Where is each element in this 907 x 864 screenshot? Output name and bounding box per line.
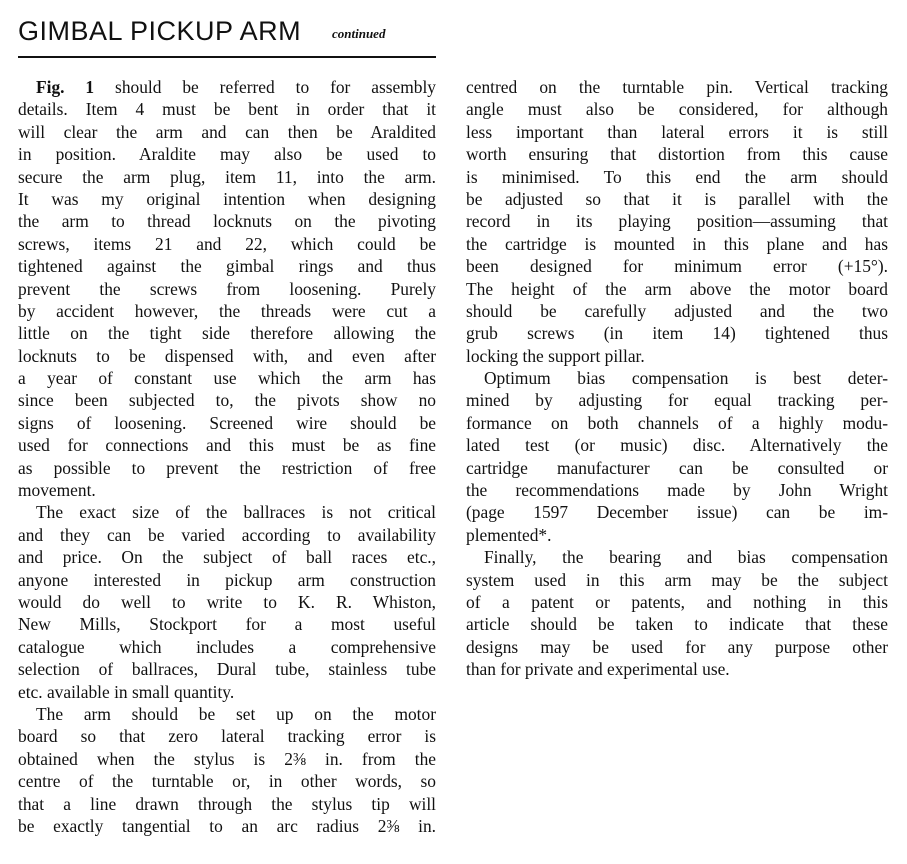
article-title: GIMBAL PICKUP ARM [18,16,302,46]
text-line: Finally, the bearing and bias compensation [484,547,888,568]
text-line: system used in this arm may be the subject [466,569,888,590]
text-line: the arm to thread locknuts on the pivoting [18,211,436,232]
text-line: catalogue which includes a comprehensive [18,636,436,657]
text-line: in position. Araldite may also be used to [18,144,436,165]
text-line: little on the tight side therefore allowing the [18,323,436,344]
text-line: as possible to prevent the restriction of free [18,457,436,478]
text-line: board so that zero lateral tracking error is [18,726,436,747]
text-line: New Mills, Stockport for a most useful [18,614,436,635]
text-line: secure the arm plug, item 11, into the arm. [18,166,436,187]
text-line: signs of loosening. Screened wire should be [18,412,436,433]
text-line: centred on the turntable pin. Vertical tracking [466,77,888,97]
text-line: since been subjected to, the pivots show no [18,390,436,411]
text-line: anyone interested in pickup arm construction [18,569,436,590]
text-line: locking the support pillar. [466,345,645,366]
text-line: and price. On the subject of ball races etc., [18,547,436,568]
text-line: obtained when the stylus is 2⅜ in. from the [18,748,436,769]
text-line: prevent the screws from loosening. Purely [18,278,436,299]
text-line: less important than lateral errors it is still [466,121,888,142]
text-line: of a patent or patents, and nothing in this [466,591,888,612]
text-line: movement. [18,480,96,501]
continued-label: continued [332,26,386,41]
text-line: record in its playing position—assuming that [466,211,888,232]
text-line: (page 1597 December issue) can be im- [466,502,888,523]
text-line: The height of the arm above the motor board [466,278,888,299]
figure-reference: Fig. 1 [36,77,95,97]
text-line: the recommendations made by John Wright [466,480,888,501]
text-line: screws, items 21 and 22, which could be [18,233,436,254]
text-line: lated test (or music) disc. Alternatively the [466,435,888,456]
text-line: would do well to write to K. R. Whiston, [18,591,436,612]
text-line: mined by adjusting for equal tracking per- [466,390,888,411]
text-line: details. Item 4 must be bent in order that it [18,99,436,120]
text-line: Fig. 1 should be referred to for assembly [36,77,436,97]
text-line: It was my original intention when designing [18,188,436,209]
text-line: worth ensuring that distortion from this cause [466,144,888,165]
text-line: a year of constant use which the arm has [18,368,436,389]
text-line: used for connections and this must be as fine [18,435,436,456]
text-line: is minimised. To this end the arm should [466,166,888,187]
text-line: tightened against the gimbal rings and thus [18,256,436,277]
text-line: and they can be varied according to availability [18,524,436,545]
text-line: Optimum bias compensation is best deter- [484,368,888,389]
text-line: cartridge manufacturer can be consulted or [466,457,888,478]
text-line: will clear the arm and can then be Araldited [18,121,436,142]
left-column [18,76,436,837]
text-line: than for private and experimental use. [466,659,730,680]
text-line: designs may be used for any purpose other [466,636,888,657]
text-line: grub screws (in item 14) tightened thus [466,323,888,344]
text-line: by accident however, the threads were cut a [18,300,436,321]
text-line: article should be taken to indicate that these [466,614,888,635]
text-line: centre of the turntable or, in other words, so [18,771,436,792]
text-line: should be carefully adjusted and the two [466,300,888,321]
text-line: that a line drawn through the stylus tip will [18,793,436,814]
text-line: locknuts to be dispensed with, and even after [18,345,436,366]
text-line: be exactly tangential to an arc radius 2⅜ in. [18,815,436,836]
article-header [18,12,436,58]
text-line: formance on both channels of a highly modu- [466,412,888,433]
text-line: plemented*. [466,524,552,545]
text-line: the cartridge is mounted in this plane and has [466,233,888,254]
right-column [466,76,888,681]
text-line: The arm should be set up on the motor [36,703,436,724]
text-line: etc. available in small quantity. [18,681,235,702]
text-line: been designed for minimum error (+15°). [466,256,888,277]
text-line: be adjusted so that it is parallel with the [466,188,888,209]
text-line: selection of ballraces, Dural tube, stainless tube [18,659,436,680]
text-line: The exact size of the ballraces is not critical [36,502,436,523]
text-line: angle must also be considered, for although [466,99,888,120]
